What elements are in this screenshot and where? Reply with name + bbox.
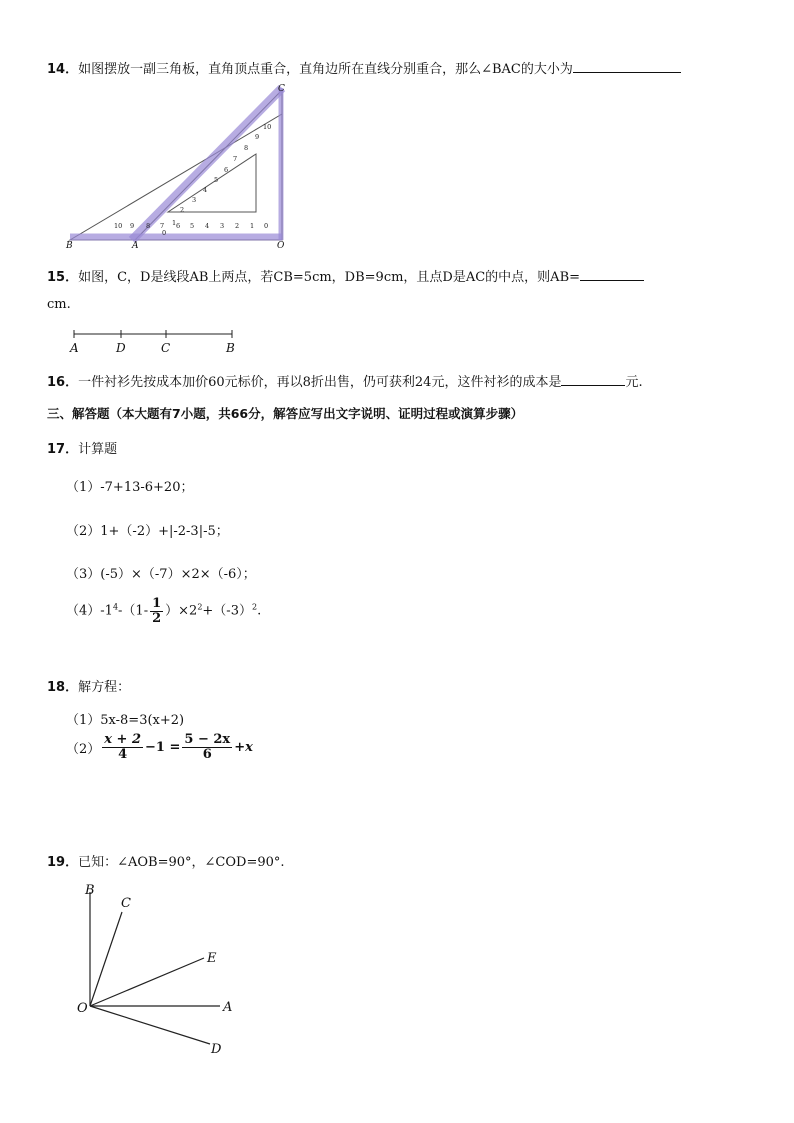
section-heading: 三、解答题（本大题有7小题，共66分，解答应写出文字说明、证明过程或演算步骤） xyxy=(47,406,524,421)
fraction-5-minus-2x-over-6: $\frac{5 - 2x}{6}$ xyxy=(184,732,231,762)
tick-label: 5 xyxy=(190,222,195,230)
question-number: 14． xyxy=(47,62,79,77)
answer-blank[interactable] xyxy=(580,268,644,281)
point-label-o: O xyxy=(77,1001,88,1016)
q17-part-3: （3）(-5）×（-7）×2×（-6）； xyxy=(66,567,256,582)
tick-label: 7 xyxy=(160,222,165,230)
ruler-diagonal-ticks xyxy=(180,123,271,214)
point-label-b: B xyxy=(226,341,235,355)
tick-label: 1 xyxy=(172,219,177,227)
q17-part-4 xyxy=(66,597,261,625)
answer-blank[interactable] xyxy=(573,60,681,73)
tick-label: 2 xyxy=(235,222,240,230)
point-label-a: A xyxy=(132,241,139,251)
point-label-a: A xyxy=(70,341,79,355)
tick-label: 6 xyxy=(224,166,229,174)
point-label-a: A xyxy=(223,1000,233,1015)
point-label-o: O xyxy=(277,241,285,251)
q18-part-2 xyxy=(66,733,253,761)
tick-label: 8 xyxy=(146,222,151,230)
expr-part: （2） xyxy=(66,741,101,757)
question-15-unit: cm. xyxy=(47,297,71,312)
question-17 xyxy=(47,438,117,457)
question-16 xyxy=(47,371,643,390)
exponent: 4 xyxy=(112,602,119,612)
tick-label: 10 xyxy=(114,222,123,230)
expr-part: （4）-1 xyxy=(66,603,113,619)
question-text: 如图，C，D是线段AB上两点，若CB=5cm，DB=9cm，且点D是AC的中点，则AB= xyxy=(78,270,581,285)
tick-label: 10 xyxy=(263,123,272,131)
ray-oe xyxy=(90,958,204,1006)
figure-segment-ab xyxy=(64,324,244,358)
tick-label: 3 xyxy=(192,196,197,204)
expr-part: -（1- xyxy=(118,603,149,619)
point-label-d: D xyxy=(211,1042,222,1057)
question-number: 15． xyxy=(47,270,79,285)
question-number: 16． xyxy=(47,375,79,390)
tick-label: 9 xyxy=(255,133,260,141)
expr-part: . xyxy=(257,603,262,619)
tick-label: 2 xyxy=(180,206,185,214)
fraction-x-plus-2-over-4: $\frac{x + 2}{4}$ xyxy=(104,732,142,762)
expr-part: +x xyxy=(234,739,253,755)
q17-part-1: （1）-7+13-6+20； xyxy=(66,480,194,495)
ray-od xyxy=(90,1006,210,1044)
exponent: 2 xyxy=(251,602,258,612)
q18-part-1: （1）5x-8=3(x+2) xyxy=(66,713,185,728)
tick-label: 4 xyxy=(203,186,208,194)
question-number: 19． xyxy=(47,855,79,870)
question-18 xyxy=(47,676,130,695)
tick-label: 5 xyxy=(214,176,219,184)
point-label-b: B xyxy=(85,883,95,898)
ray-oc xyxy=(90,912,122,1006)
point-label-c: C xyxy=(121,896,131,911)
fraction-one-half: $\frac{1}{2}$ xyxy=(152,596,162,626)
tick-label: 7 xyxy=(233,155,238,163)
question-unit: 元. xyxy=(625,375,643,390)
tick-label: 1 xyxy=(250,222,255,230)
question-title: 解方程： xyxy=(78,680,131,695)
tick-label: 0 xyxy=(162,229,167,237)
question-text: 一件衬衫先按成本加价60元标价，再以8折出售，仍可获利24元，这件衬衫的成本是 xyxy=(78,375,562,390)
point-label-c: C xyxy=(161,341,171,355)
tick-label: 0 xyxy=(264,222,269,230)
tick-label: 4 xyxy=(205,222,210,230)
expr-part: +（-3） xyxy=(202,603,252,619)
question-number: 18． xyxy=(47,680,79,695)
question-14 xyxy=(47,58,681,77)
answer-blank[interactable] xyxy=(561,373,625,386)
tick-label: 8 xyxy=(244,144,249,152)
question-text: 如图摆放一副三角板，直角顶点重合，直角边所在直线分别重合，那么∠BAC的大小为 xyxy=(78,62,573,77)
question-19 xyxy=(47,851,285,870)
point-label-d: D xyxy=(116,341,126,355)
point-label-e: E xyxy=(207,951,217,966)
point-label-b: B xyxy=(66,241,73,251)
q17-part-2: （2）1+（-2）+|-2-3|-5； xyxy=(66,524,229,539)
point-label-c: C xyxy=(278,84,285,94)
exponent: 2 xyxy=(197,602,203,612)
tick-label: 9 xyxy=(130,222,135,230)
tick-label: 6 xyxy=(176,222,181,230)
question-title: 计算题 xyxy=(78,442,118,457)
figure-angles xyxy=(70,880,250,1060)
question-number: 17． xyxy=(47,442,79,457)
expr-part: ）×2 xyxy=(165,603,198,619)
question-15 xyxy=(47,266,644,285)
expr-part: −1 = xyxy=(145,739,181,755)
figure-triangle-rulers xyxy=(60,82,300,252)
ruler-diagonal-edge xyxy=(132,88,282,240)
tick-label: 3 xyxy=(220,222,225,230)
question-text: 已知：∠AOB=90°，∠COD=90°. xyxy=(78,855,285,870)
